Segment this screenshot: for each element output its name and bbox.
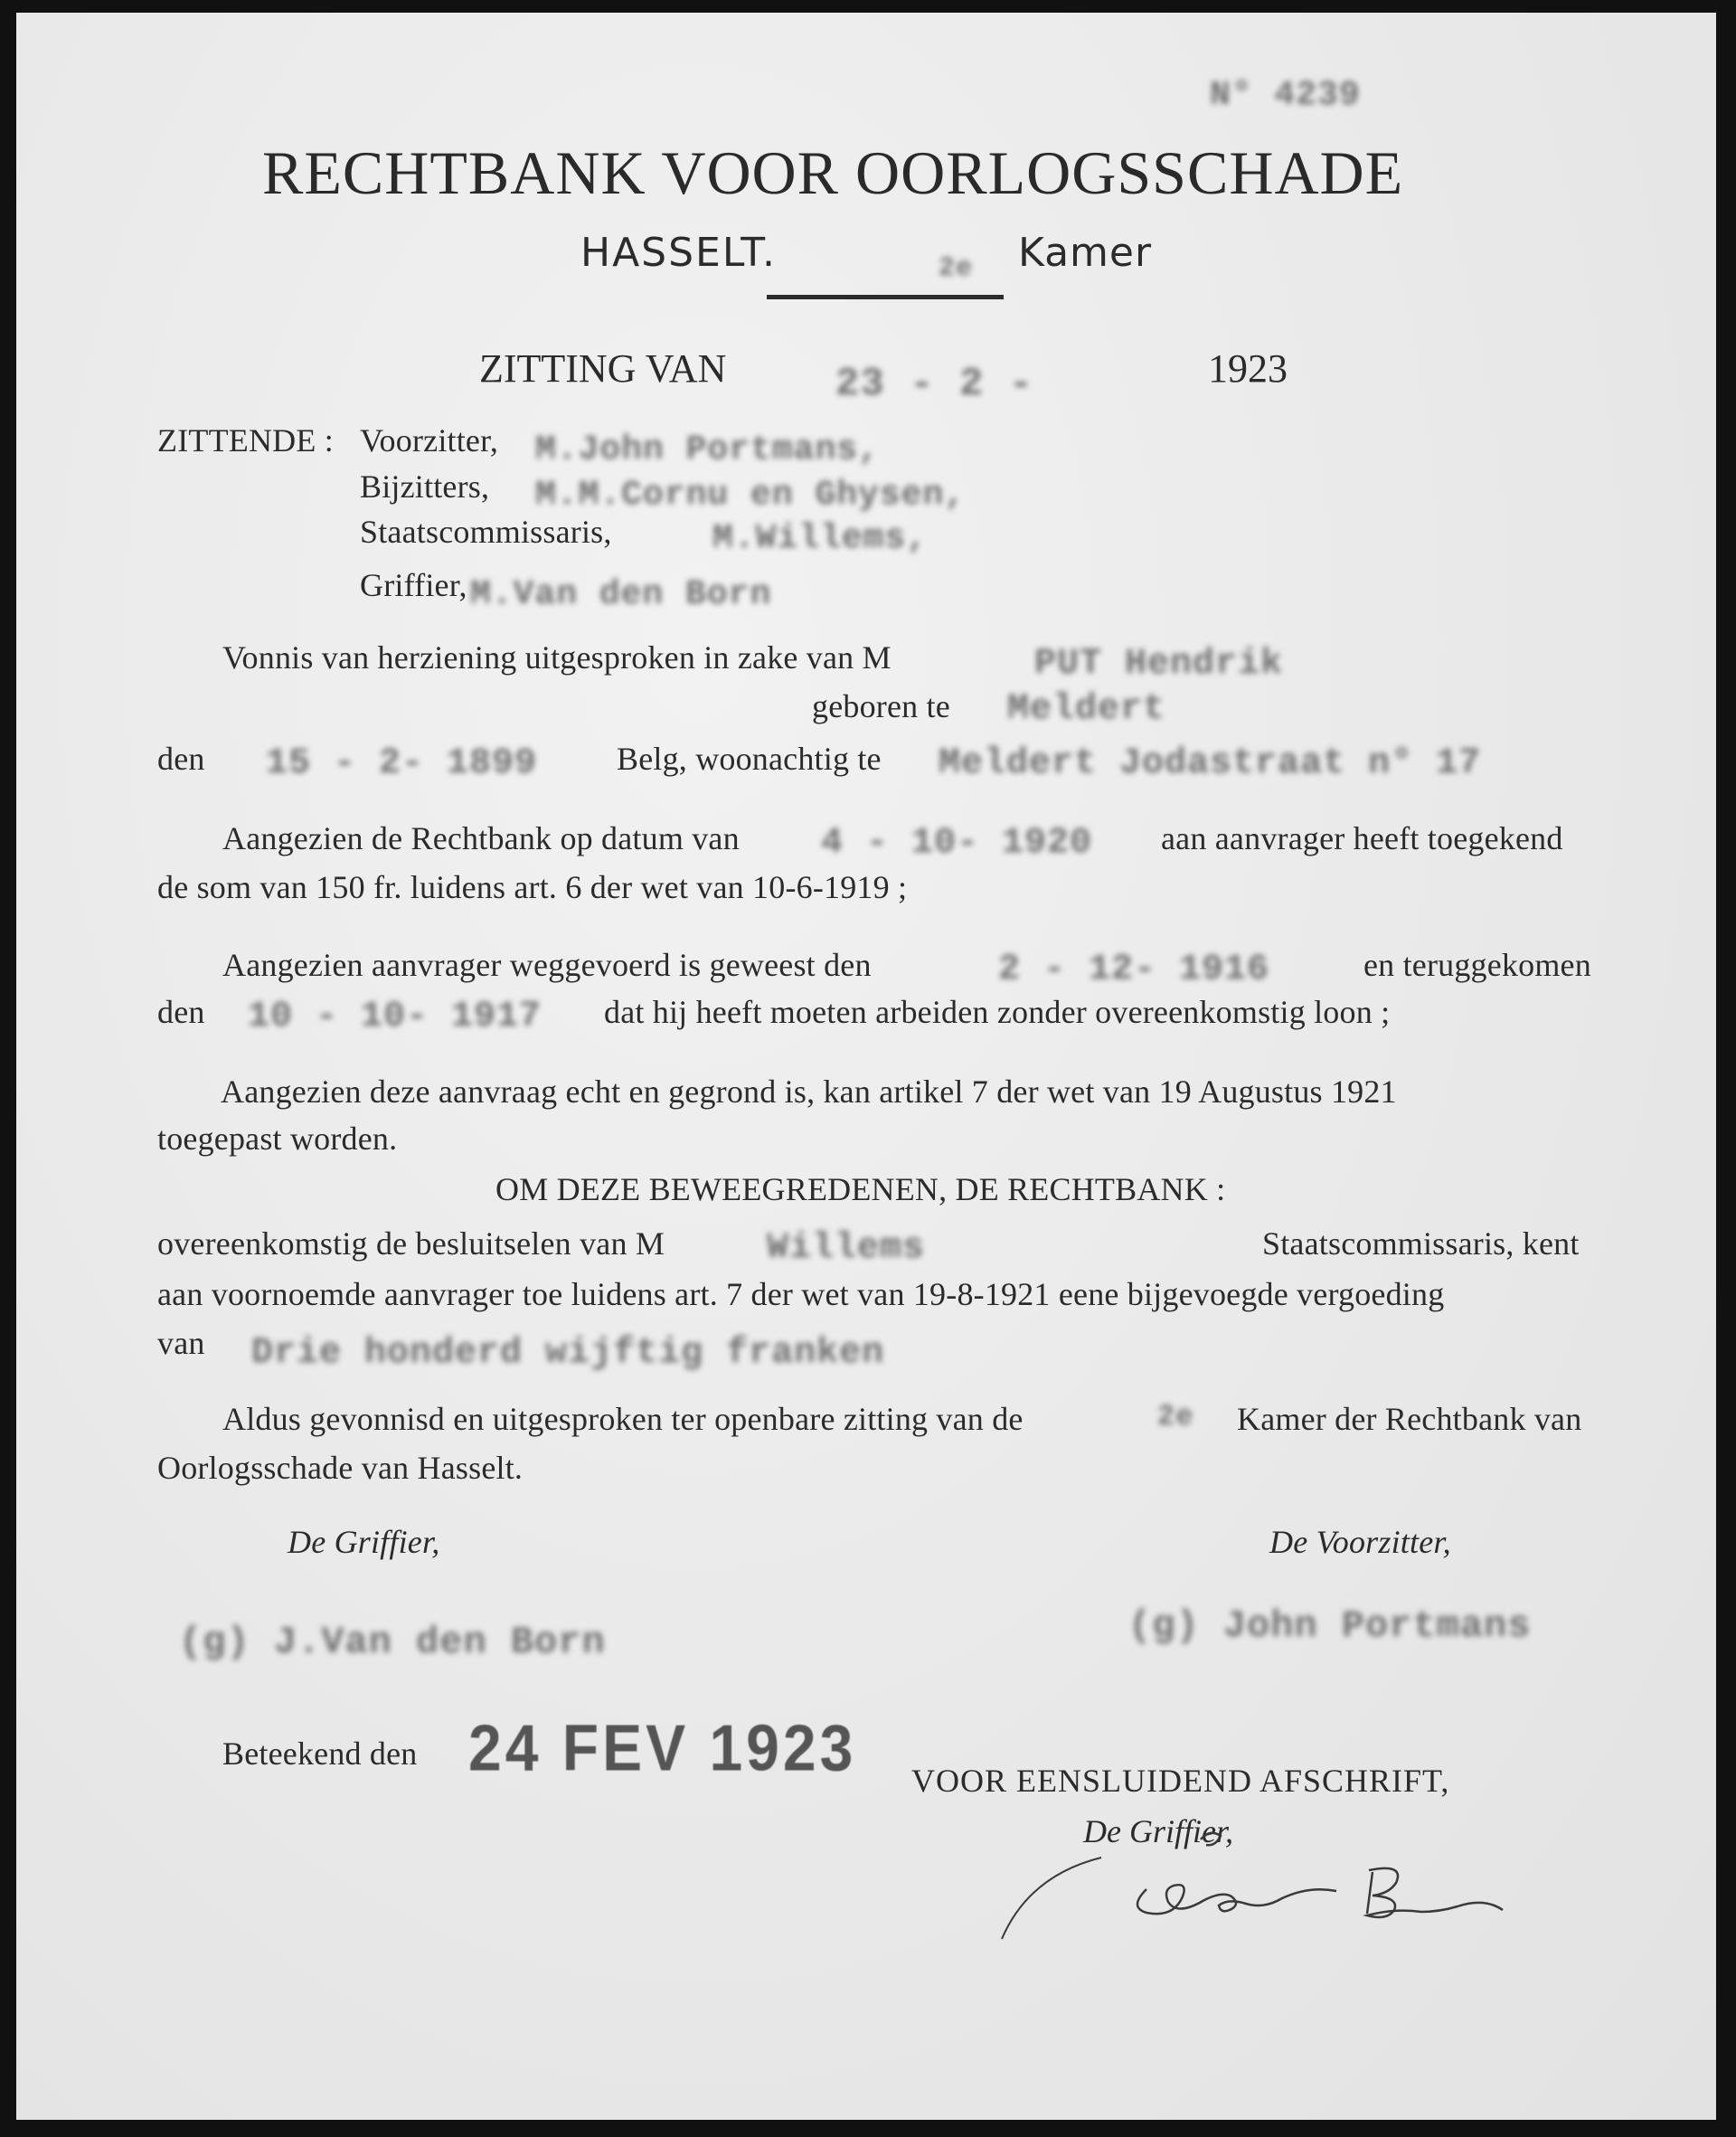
- clerk-signature-label: De Griffier,: [288, 1524, 440, 1560]
- notification-stamp-date: 24 FEV 1923: [468, 1710, 857, 1784]
- document-number: N° 4239: [1210, 76, 1361, 115]
- award-date: 4 - 10- 1920: [821, 823, 1093, 864]
- session-date: 23 - 2 -: [835, 362, 1034, 407]
- margin-bleed-through: [27, 929, 58, 936]
- assessors-label: Bijzitters,: [360, 468, 490, 505]
- closing-chamber: 2e: [1157, 1400, 1194, 1433]
- para1-line1a: Aangezien de Rechtbank op datum van: [222, 820, 740, 856]
- notification-label: Beteekend den: [222, 1735, 418, 1772]
- ruling-commissioner: Willems: [767, 1228, 926, 1269]
- ruling-van: van: [157, 1325, 205, 1361]
- header-rule: [767, 295, 1004, 299]
- sitting-label: ZITTENDE :: [157, 422, 334, 459]
- clerk-label: Griffier,: [360, 567, 467, 603]
- ruling-line2: aan voornoemde aanvrager toe luidens art. 7 der wet van 19-8-1921 eene bijgevoegde vergoeding: [157, 1276, 1445, 1312]
- chamber-number: 2e: [939, 253, 974, 284]
- assessors-names: M.M.Cornu en Ghysen,: [535, 476, 967, 515]
- certified-clerk-label: De Griffier,: [1083, 1813, 1233, 1849]
- para1-line2: de som van 150 fr. luidens art. 6 der wet van 10-6-1919 ;: [157, 869, 908, 905]
- awarded-amount: Drie honderd wijftig franken: [251, 1333, 885, 1374]
- court-title: RECHTBANK VOOR OORLOGSSCHADE: [262, 138, 1404, 207]
- president-name: M.John Portmans,: [535, 430, 880, 469]
- para2-den: den: [157, 994, 205, 1030]
- clerk-name: M.Van den Born: [470, 575, 772, 614]
- session-label: ZITTING VAN: [479, 346, 727, 391]
- president-signature-typed: (g) John Portmans: [1128, 1604, 1532, 1648]
- ruling-heading: OM DEZE BEWEEGREDENEN, DE RECHTBANK :: [495, 1171, 1226, 1207]
- deportation-date: 2 - 12- 1916: [998, 950, 1270, 990]
- residence: Meldert Jodastraat n° 17: [939, 743, 1482, 784]
- closing-line2: Oorlogsschade van Hasselt.: [157, 1450, 524, 1486]
- para2-line1b: en teruggekomen: [1363, 947, 1591, 983]
- para2-line1a: Aangezien aanvrager weggevoerd is geweest den: [222, 947, 872, 983]
- return-date: 10 - 10- 1917: [248, 997, 542, 1037]
- birthplace: Meldert: [1007, 689, 1166, 730]
- certified-copy-label: VOOR EENSLUIDEND AFSCHRIFT,: [911, 1763, 1450, 1799]
- president-signature-label: De Voorzitter,: [1269, 1524, 1451, 1560]
- session-year: 1923: [1208, 346, 1288, 391]
- judgment-intro: Vonnis van herziening uitgesproken in zake van M: [222, 639, 892, 676]
- chamber-label: Kamer: [1018, 230, 1153, 276]
- handwritten-signature: [993, 1812, 1608, 1948]
- born-label: geboren te: [812, 688, 950, 724]
- president-label: Voorzitter,: [360, 422, 499, 459]
- closing-line1b: Kamer der Rechtbank van: [1237, 1401, 1582, 1437]
- ruling-line1a: overeenkomstig de besluitselen van M: [157, 1225, 665, 1262]
- document-page: [16, 13, 1716, 2120]
- birth-date: 15 - 2- 1899: [266, 743, 538, 784]
- clerk-signature-typed: (g) J.Van den Born: [179, 1621, 606, 1664]
- closing-line1a: Aldus gevonnisd en uitgesproken ter openbare zitting van de: [222, 1401, 1024, 1437]
- applicant-name: PUT Hendrik: [1034, 644, 1284, 685]
- para2-line2: dat hij heeft moeten arbeiden zonder overeenkomstig loon ;: [604, 994, 1391, 1030]
- court-city: HASSELT.: [580, 230, 777, 276]
- ruling-line1b: Staatscommissaris, kent: [1262, 1225, 1580, 1262]
- para3-line2: toegepast worden.: [157, 1121, 398, 1157]
- commissioner-name: M.Willems,: [712, 519, 929, 558]
- commissioner-label: Staatscommissaris,: [360, 514, 612, 550]
- den-label: den: [157, 741, 205, 777]
- para1-line1b: aan aanvrager heeft toegekend: [1161, 820, 1563, 856]
- para3-line1: Aangezien deze aanvraag echt en gegrond is, kan artikel 7 der wet van 19 Augustus 1921: [221, 1073, 1397, 1110]
- residence-label: Belg, woonachtig te: [617, 741, 882, 777]
